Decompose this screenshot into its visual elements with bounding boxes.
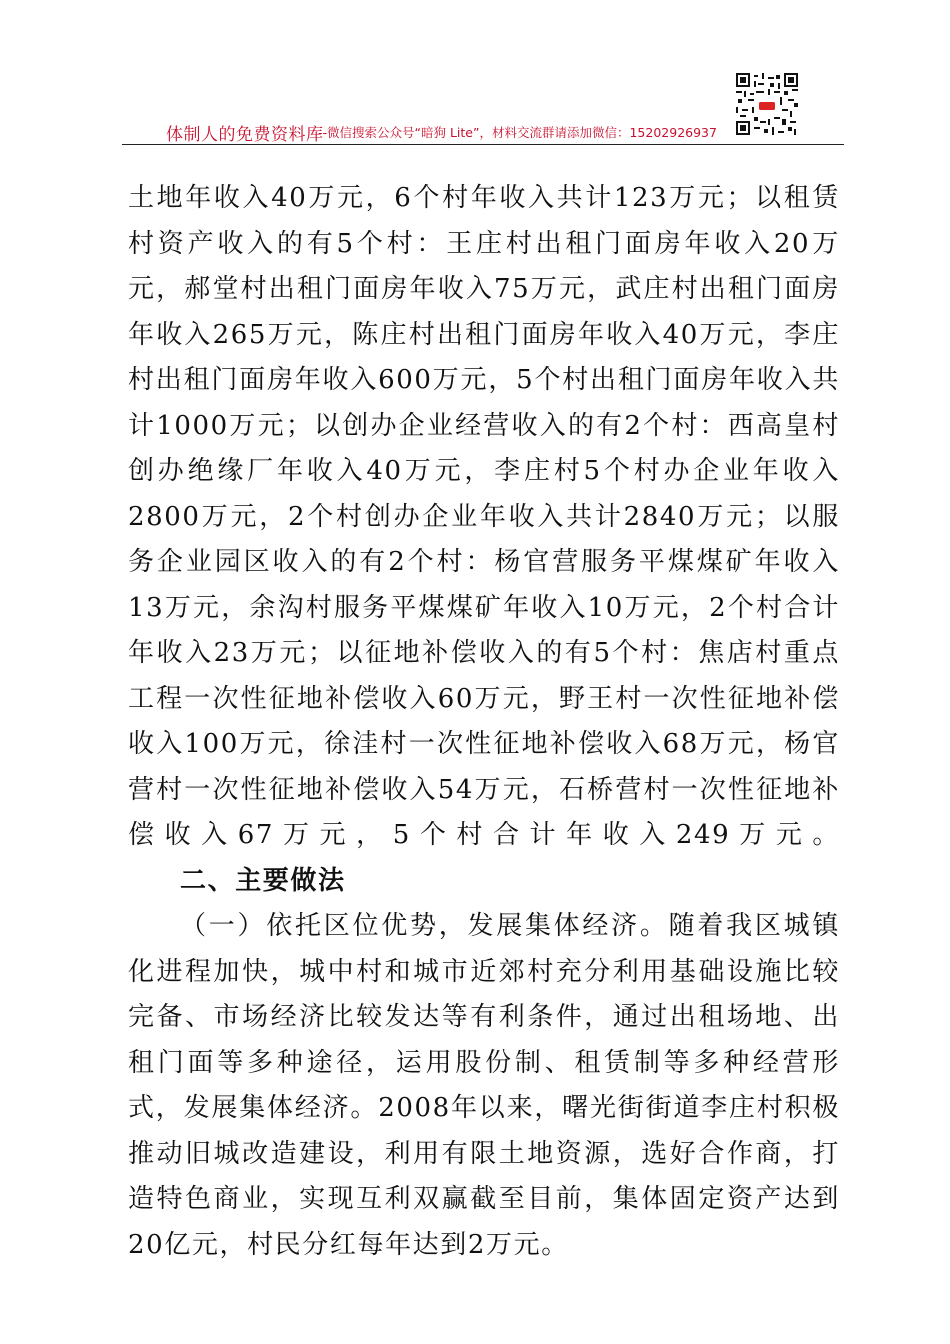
header-rule [122, 144, 844, 145]
document-body [128, 176, 840, 1268]
paragraph-practice-1: （一）依托区位优势，发展集体经济。随着我区城镇化进程加快，城中村和城市近郊村充分利用基础设施比较完备、市场经济比较发达等有利条件，通过出租场地、出租门面等多种途径，运用股份制、租赁制等多种经营形式，发展集体经济。2008年以来，曙光街街道李庄村积极推动旧城改造建设，利用有限土地资源，选好合作商，打造特色商业，实现互利双赢截至目前，集体固定资产达到20亿元，村民分红每年达到2万元。 [128, 911, 840, 1260]
section-heading: 二、主要做法 [180, 865, 346, 896]
header-subtitle: --微信搜索公众号“暗狗 Lite”，材料交流群请添加微信：15202926937 [318, 125, 717, 140]
brand-title: 体制人的免费资料库 [166, 125, 324, 145]
qr-code-icon [736, 73, 798, 135]
paragraph-income-breakdown: 土地年收入40万元，6个村年收入共计123万元；以租赁村资产收入的有5个村：王庄村出租门面房年收入20万元，郝堂村出租门面房年收入75万元，武庄村出租门面房年收入265万元，陈庄村出租门面房年收入40万元，李庄村出租门面房年收入600万元，5个村出租门面房年收入共计1000万元；以创办企业经营收入的有2个村：西高皇村创办绝缘厂年收入40万元，李庄村5个村办企业年收入2800万元，2个村创办企业年收入共计2840万元；以服务企业园区收入的有2个村：杨官营服务平煤煤矿年收入13万元，余沟村服务平煤煤矿年收入10万元，2个村合计年收入23万元；以征地补偿收入的有5个村：焦店村重点工程一次性征地补偿收入60万元，野王村一次性征地补偿收入100万元，徐洼村一次性征地补偿收入68万元，杨官营村一次性征地补偿收入54万元，石桥营村一次性征地补偿收入67万元，5个村合计年收入249万元。 [128, 183, 840, 850]
